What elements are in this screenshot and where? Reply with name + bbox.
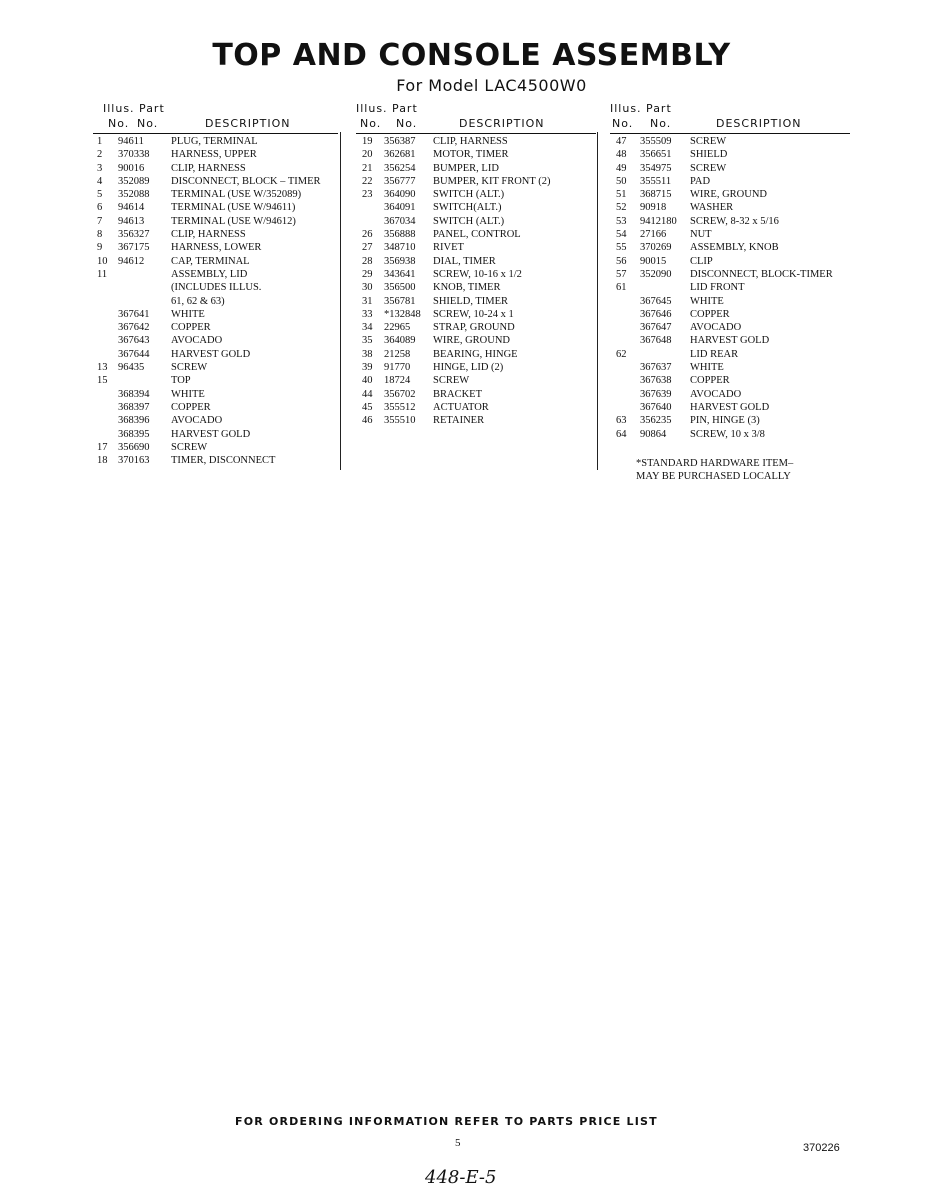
part-number: 9412180 <box>640 215 677 227</box>
illus-number: 63 <box>616 415 627 427</box>
illus-number: 8 <box>97 229 103 241</box>
part-number: 367637 <box>640 362 672 374</box>
part-number: 367638 <box>640 375 672 387</box>
part-number: 22965 <box>384 322 411 334</box>
part-description: HARNESS, UPPER <box>171 149 257 161</box>
part-number: 27166 <box>640 229 667 241</box>
hardware-note-line-1: *STANDARD HARDWARE ITEM– <box>636 458 794 469</box>
part-description: ASSEMBLY, LID <box>171 268 248 280</box>
part-number: 356651 <box>640 149 672 161</box>
part-number: 367646 <box>640 308 672 320</box>
part-description: AVOCADO <box>690 322 742 334</box>
parts-column-1 <box>93 102 338 467</box>
part-description: HARNESS, LOWER <box>171 242 262 254</box>
part-description: TERMINAL (USE W/94611) <box>171 202 296 214</box>
part-number: 94611 <box>118 136 144 147</box>
handwritten-note: 448-E-5 <box>425 1167 497 1188</box>
part-description: SWITCH(ALT.) <box>433 202 502 214</box>
part-number: 343641 <box>384 268 416 280</box>
part-description: SCREW <box>690 162 727 174</box>
part-number: 364091 <box>384 202 416 214</box>
illus-number: 44 <box>362 388 373 400</box>
part-number: 94614 <box>118 202 145 214</box>
part-description: HARVEST GOLD <box>690 335 770 347</box>
description-label: DESCRIPTION <box>716 117 802 130</box>
part-description: SCREW, 10-24 x 1 <box>433 308 514 320</box>
part-description: HARVEST GOLD <box>171 428 251 440</box>
part-number: 367645 <box>640 295 672 307</box>
illus-number: 48 <box>616 149 627 161</box>
part-no-label: No. <box>396 117 418 130</box>
part-number: 368395 <box>118 428 150 440</box>
part-number: 91770 <box>384 362 411 374</box>
part-description: WHITE <box>690 295 724 307</box>
part-number: 367641 <box>118 308 150 320</box>
page-title: TOP AND CONSOLE ASSEMBLY <box>212 38 731 73</box>
part-number: 355509 <box>640 136 672 147</box>
page-number: 5 <box>455 1137 461 1149</box>
illus-number: 2 <box>97 149 103 161</box>
illus-number: 3 <box>97 162 103 174</box>
part-description: WHITE <box>171 308 205 320</box>
part-number: 368394 <box>118 388 150 400</box>
part-description: (INCLUDES ILLUS. <box>171 282 262 294</box>
part-description: AVOCADO <box>690 388 742 400</box>
part-description: DISCONNECT, BLOCK – TIMER <box>171 175 321 187</box>
part-number: 367648 <box>640 335 672 347</box>
part-number: 356690 <box>118 441 150 453</box>
part-description: SCREW, 10-16 x 1/2 <box>433 268 522 280</box>
illus-number: 49 <box>616 162 627 174</box>
part-description: COPPER <box>690 375 730 387</box>
part-number: 355511 <box>640 175 672 187</box>
illus-number: 18 <box>97 455 108 467</box>
part-description: TOP <box>171 375 191 387</box>
illus-no-label: No. <box>612 117 634 130</box>
illus-number: 57 <box>616 268 627 280</box>
header-rule <box>610 133 850 134</box>
illus-part-label: Illus. Part <box>356 102 418 115</box>
part-description: PLUG, TERMINAL <box>171 136 258 147</box>
part-number: 352088 <box>118 189 150 201</box>
part-description: CLIP, HARNESS <box>171 162 246 174</box>
part-number: 356500 <box>384 282 416 294</box>
part-description: BUMPER, KIT FRONT (2) <box>433 175 551 187</box>
part-number: 355512 <box>384 401 416 413</box>
document-number: 370226 <box>803 1142 840 1154</box>
illus-number: 40 <box>362 375 373 387</box>
part-description: CLIP <box>690 255 713 267</box>
part-number: 370269 <box>640 242 672 254</box>
illus-part-label: Illus. Part <box>103 102 165 115</box>
part-description: SWITCH (ALT.) <box>433 215 505 227</box>
part-no-label: No. <box>650 117 672 130</box>
part-description: WASHER <box>690 202 734 214</box>
part-description: CAP, TERMINAL <box>171 255 250 267</box>
part-description: COPPER <box>171 401 211 413</box>
illus-number: 33 <box>362 308 373 320</box>
part-description: CLIP, HARNESS <box>433 136 508 147</box>
part-description: AVOCADO <box>171 335 223 347</box>
part-description: BRACKET <box>433 388 483 400</box>
column-header <box>610 102 850 132</box>
part-number: 352090 <box>640 268 672 280</box>
part-description: PIN, HINGE (3) <box>690 415 760 427</box>
part-number: 90015 <box>640 255 667 267</box>
part-number: 367175 <box>118 242 150 254</box>
part-number: 364090 <box>384 189 416 201</box>
illus-number: 5 <box>97 189 103 201</box>
part-number: 367647 <box>640 322 672 334</box>
illus-number: 26 <box>362 229 373 241</box>
part-description: DIAL, TIMER <box>433 255 496 267</box>
part-number: 370163 <box>118 455 150 467</box>
illus-number: 39 <box>362 362 373 374</box>
hardware-note-line-2: MAY BE PURCHASED LOCALLY <box>636 471 791 482</box>
part-number: 356327 <box>118 229 150 241</box>
part-description: HARVEST GOLD <box>171 348 251 360</box>
illus-number: 64 <box>616 428 627 440</box>
part-number: 356781 <box>384 295 416 307</box>
part-description: CLIP, HARNESS <box>171 229 246 241</box>
illus-number: 47 <box>616 136 627 147</box>
part-description: SCREW <box>433 375 470 387</box>
part-number: 367640 <box>640 401 672 413</box>
column-header <box>93 102 338 132</box>
description-label: DESCRIPTION <box>459 117 545 130</box>
illus-number: 6 <box>97 202 103 214</box>
part-description: STRAP, GROUND <box>433 322 515 334</box>
part-number: 90864 <box>640 428 667 440</box>
illus-number: 30 <box>362 282 373 294</box>
illus-number: 10 <box>97 255 108 267</box>
part-number: 94613 <box>118 215 145 227</box>
part-number: 368715 <box>640 189 672 201</box>
part-number: 356702 <box>384 388 416 400</box>
part-description: RIVET <box>433 242 464 254</box>
illus-number: 34 <box>362 322 373 334</box>
illus-number: 55 <box>616 242 627 254</box>
part-number: 356888 <box>384 229 416 241</box>
part-number: 355510 <box>384 415 416 427</box>
parts-column-2 <box>356 102 596 427</box>
part-description: WIRE, GROUND <box>690 189 767 201</box>
illus-number: 45 <box>362 401 373 413</box>
part-description: SCREW <box>171 441 208 453</box>
part-description: SWITCH (ALT.) <box>433 189 505 201</box>
part-number: 90918 <box>640 202 667 214</box>
header-rule <box>356 133 596 134</box>
part-description: SCREW <box>171 362 208 374</box>
part-description: TERMINAL (USE W/94612) <box>171 215 296 227</box>
illus-number: 21 <box>362 162 373 174</box>
illus-number: 23 <box>362 189 373 201</box>
part-description: SHIELD <box>690 149 728 161</box>
illus-number: 28 <box>362 255 373 267</box>
part-number: 356254 <box>384 162 416 174</box>
illus-number: 11 <box>97 268 108 280</box>
part-number: 94612 <box>118 255 145 267</box>
part-description: PANEL, CONTROL <box>433 229 521 241</box>
illus-number: 1 <box>97 136 103 147</box>
illus-no-label: No. <box>108 117 130 130</box>
part-number: 368396 <box>118 415 150 427</box>
part-description: PAD <box>690 175 711 187</box>
part-description: SCREW, 10 x 3/8 <box>690 428 765 440</box>
part-description: COPPER <box>690 308 730 320</box>
illus-number: 53 <box>616 215 627 227</box>
part-description: SHIELD, TIMER <box>433 295 509 307</box>
part-number: 356938 <box>384 255 416 267</box>
illus-no-label: No. <box>360 117 382 130</box>
hardware-note <box>636 457 793 483</box>
part-number: 367642 <box>118 322 150 334</box>
part-number: 367639 <box>640 388 672 400</box>
part-number: 348710 <box>384 242 416 254</box>
part-number: *132848 <box>384 308 421 320</box>
illus-number: 27 <box>362 242 373 254</box>
part-description: ACTUATOR <box>433 401 489 413</box>
part-description: WHITE <box>171 388 205 400</box>
part-number: 367644 <box>118 348 150 360</box>
part-number: 364089 <box>384 335 416 347</box>
part-description: NUT <box>690 229 712 241</box>
part-number: 362681 <box>384 149 416 161</box>
header-rule <box>93 133 338 134</box>
column-header <box>356 102 596 132</box>
illus-number: 46 <box>362 415 373 427</box>
part-number: 354975 <box>640 162 672 174</box>
part-number: 356235 <box>640 415 672 427</box>
illus-number: 20 <box>362 149 373 161</box>
parts-column-3 <box>610 102 850 482</box>
page-subtitle: For Model LAC4500W0 <box>396 76 587 95</box>
illus-number: 54 <box>616 229 627 241</box>
part-number: 370338 <box>118 149 150 161</box>
part-number: 90016 <box>118 162 145 174</box>
part-description: AVOCADO <box>171 415 223 427</box>
illus-number: 50 <box>616 175 627 187</box>
illus-number: 52 <box>616 202 627 214</box>
illus-number: 62 <box>616 348 627 360</box>
part-number: 352089 <box>118 175 150 187</box>
column-divider <box>597 132 598 470</box>
part-number: 21258 <box>384 348 411 360</box>
part-description: HARVEST GOLD <box>690 401 770 413</box>
part-description: MOTOR, TIMER <box>433 149 509 161</box>
part-description: ASSEMBLY, KNOB <box>690 242 779 254</box>
part-description: WHITE <box>690 362 724 374</box>
illus-number: 4 <box>97 175 103 187</box>
part-description: DISCONNECT, BLOCK-TIMER <box>690 268 833 280</box>
illus-number: 61 <box>616 282 627 294</box>
part-number: 96435 <box>118 362 145 374</box>
part-description: KNOB, TIMER <box>433 282 501 294</box>
part-number: 367034 <box>384 215 416 227</box>
part-description: SCREW, 8-32 x 5/16 <box>690 215 779 227</box>
part-number: 356387 <box>384 136 416 147</box>
illus-number: 17 <box>97 441 108 453</box>
part-description: WIRE, GROUND <box>433 335 510 347</box>
part-description: HINGE, LID (2) <box>433 362 504 374</box>
illus-number: 19 <box>362 136 373 147</box>
illus-number: 31 <box>362 295 373 307</box>
description-label: DESCRIPTION <box>205 117 291 130</box>
part-description: BUMPER, LID <box>433 162 499 174</box>
part-description: SCREW <box>690 136 727 147</box>
part-description: TERMINAL (USE W/352089) <box>171 189 302 201</box>
illus-part-label: Illus. Part <box>610 102 672 115</box>
ordering-info-footer: FOR ORDERING INFORMATION REFER TO PARTS PRICE LIST <box>235 1115 658 1128</box>
illus-number: 56 <box>616 255 627 267</box>
part-description: COPPER <box>171 322 211 334</box>
illus-number: 29 <box>362 268 373 280</box>
illus-number: 35 <box>362 335 373 347</box>
part-description: LID REAR <box>690 348 739 360</box>
illus-number: 9 <box>97 242 103 254</box>
part-description: RETAINER <box>433 415 485 427</box>
part-description: 61, 62 & 63) <box>171 295 225 307</box>
part-number: 367643 <box>118 335 150 347</box>
column-divider <box>340 132 341 470</box>
illus-number: 15 <box>97 375 108 387</box>
illus-number: 51 <box>616 189 627 201</box>
illus-number: 13 <box>97 362 108 374</box>
illus-number: 7 <box>97 215 103 227</box>
part-description: LID FRONT <box>690 282 745 294</box>
part-description: BEARING, HINGE <box>433 348 518 360</box>
part-number: 368397 <box>118 401 150 413</box>
part-number: 356777 <box>384 175 416 187</box>
part-description: TIMER, DISCONNECT <box>171 455 276 467</box>
part-number: 18724 <box>384 375 411 387</box>
illus-number: 38 <box>362 348 373 360</box>
illus-number: 22 <box>362 175 373 187</box>
part-no-label: No. <box>137 117 159 130</box>
